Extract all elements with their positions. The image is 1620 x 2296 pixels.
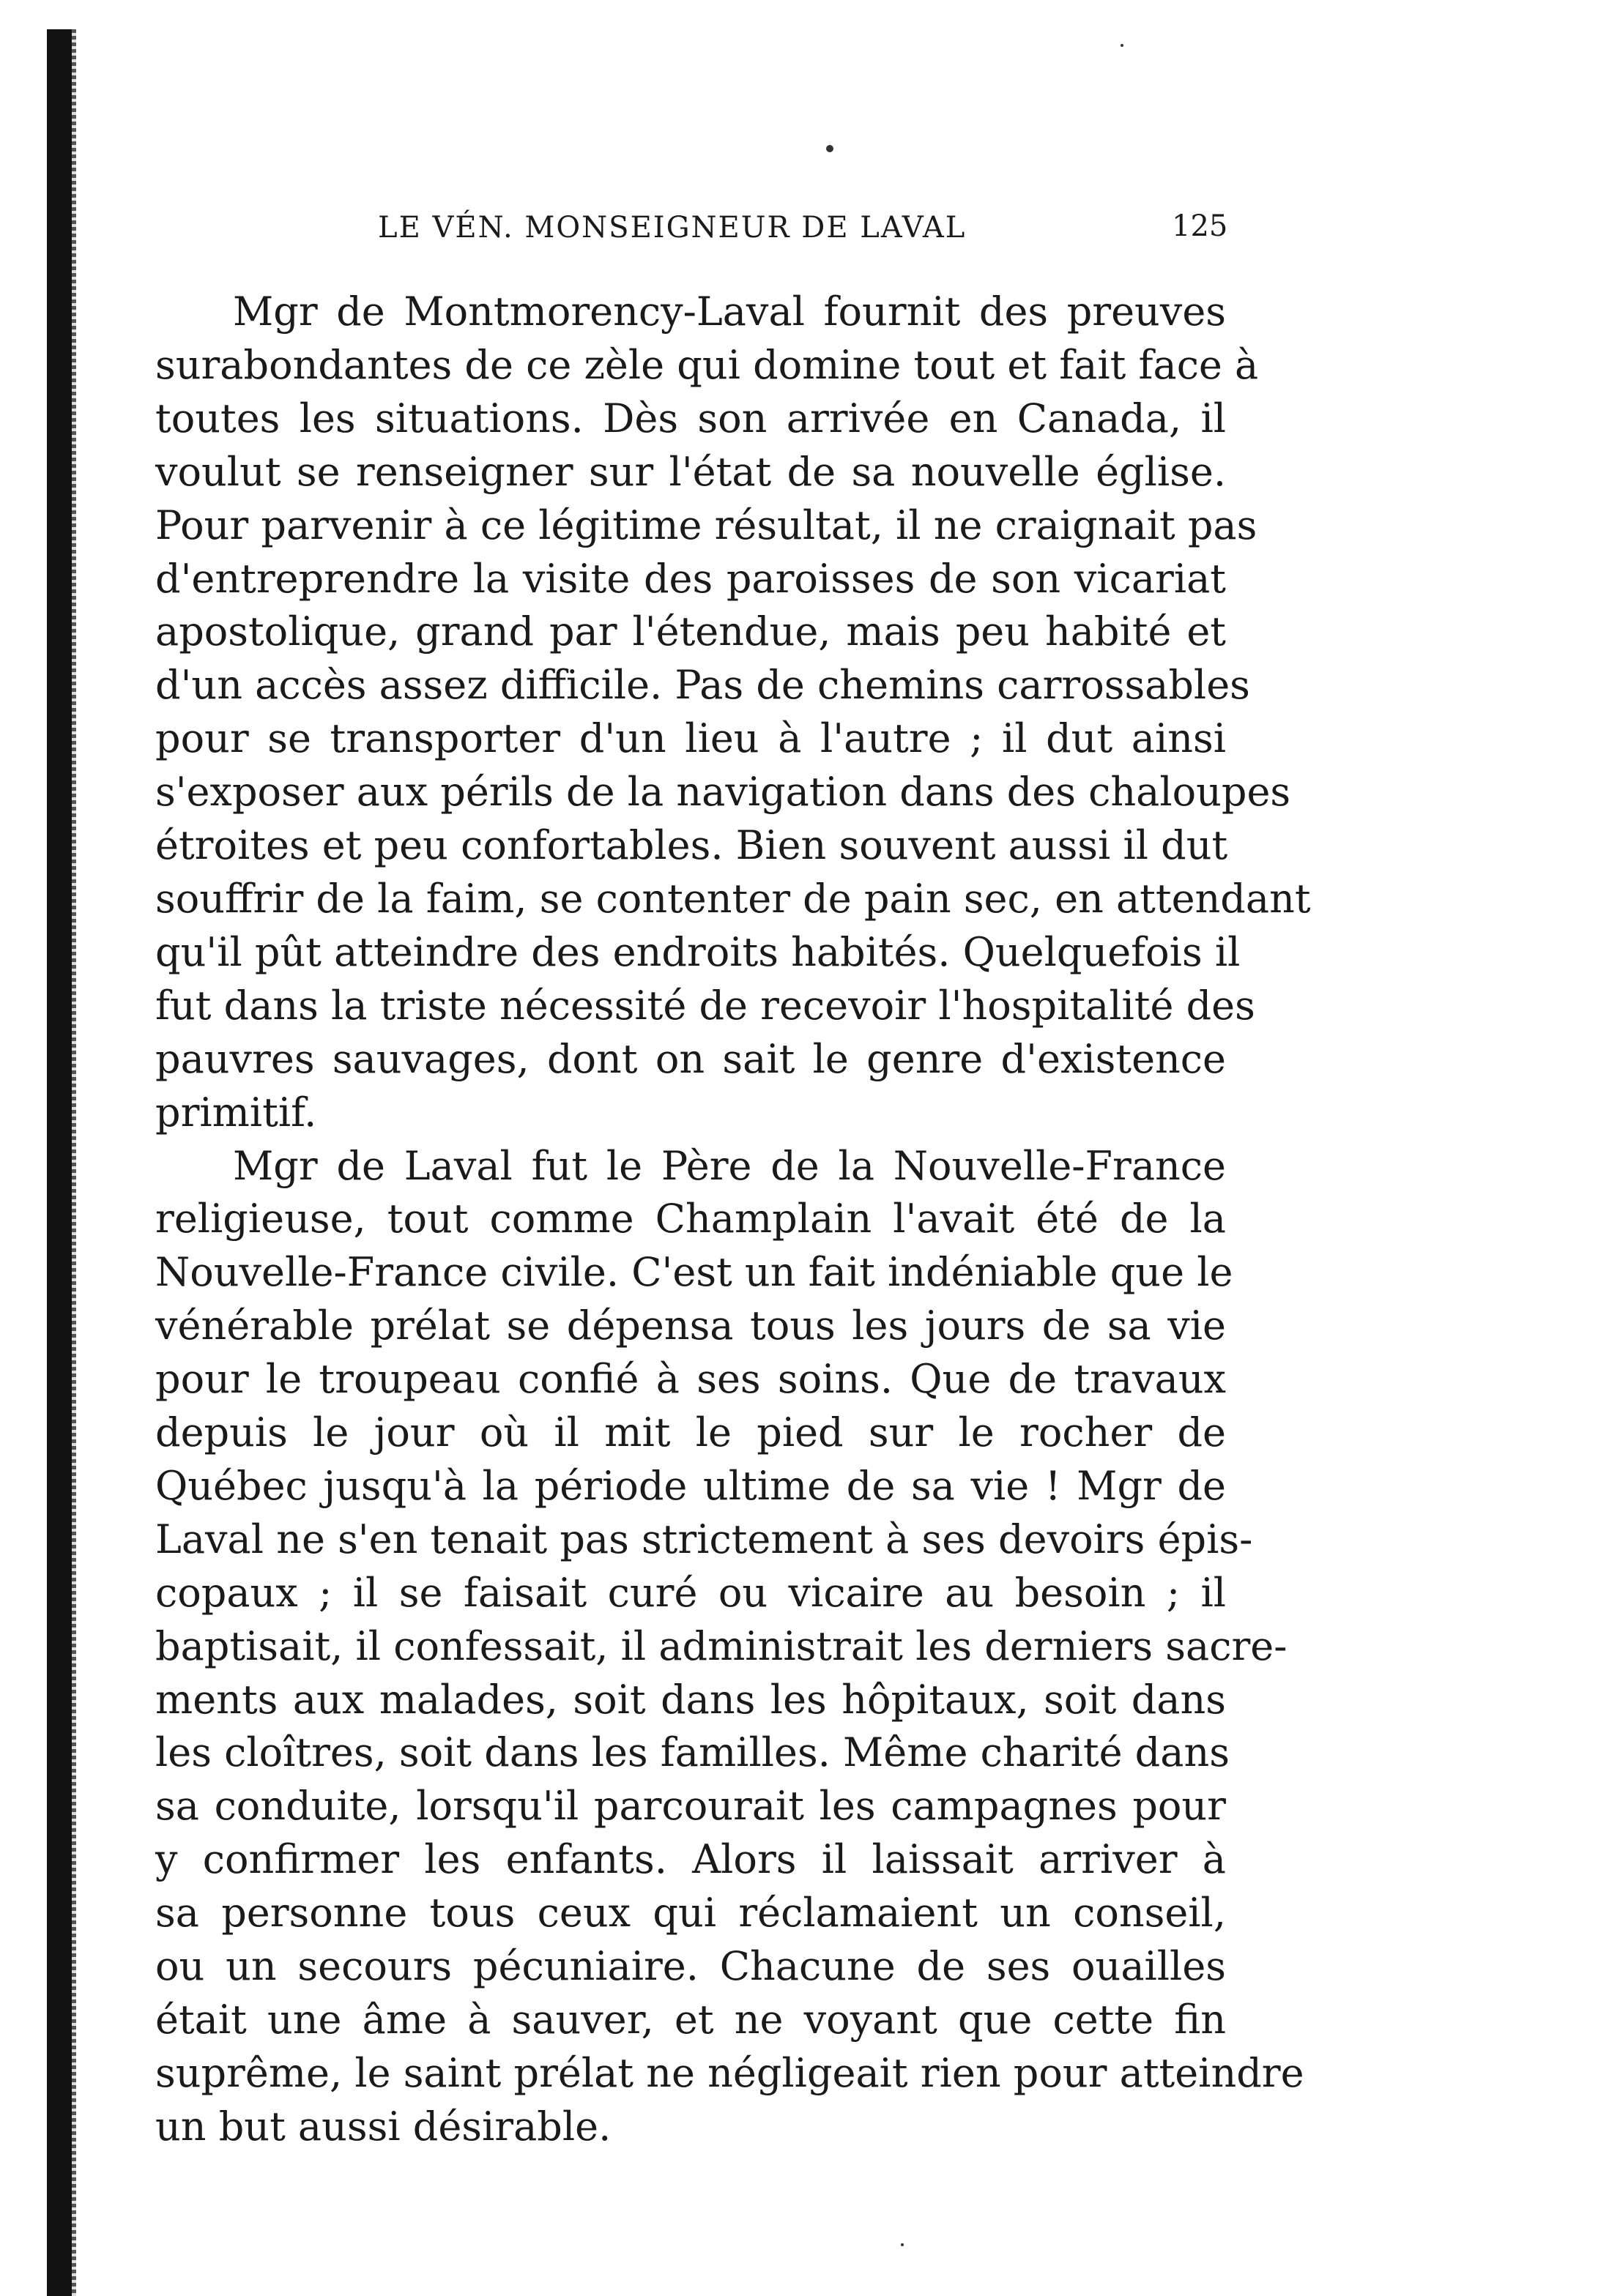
text-line: primitif. (155, 1089, 317, 1136)
text-line: Nouvelle-France civile. C'est un fait indéniable que le (155, 1249, 1233, 1296)
text-line: baptisait, il confessait, il administrait les derniers sacre- (155, 1622, 1288, 1669)
text-line: Mgr de Montmorency-Laval fournit des preuves (233, 288, 1226, 335)
text-line: ou un secours pécuniaire. Chacune de ses ouailles (155, 1943, 1226, 1990)
running-header (378, 211, 1254, 245)
text-line: pour se transporter d'un lieu à l'autre ; il dut ainsi (155, 715, 1226, 762)
text-line: pauvres sauvages, dont on sait le genre d'existence (155, 1035, 1226, 1082)
body-text (155, 286, 1311, 2154)
text-line: ments aux malades, soit dans les hôpitaux, soit dans (155, 1676, 1226, 1723)
speck-dot (826, 145, 833, 152)
paragraph (155, 1140, 1304, 2154)
speck-dot (901, 2243, 904, 2246)
text-line: un but aussi désirable. (155, 2103, 612, 2150)
text-line: étroites et peu confortables. Bien souvent aussi il dut (155, 822, 1228, 869)
text-line: d'un accès assez difficile. Pas de chemins carrossables (155, 662, 1250, 709)
page-number: 125 (1172, 209, 1228, 243)
text-line: copaux ; il se faisait curé ou vicaire au besoin ; il (155, 1569, 1226, 1616)
text-line: sa conduite, lorsqu'il parcourait les campagnes pour (155, 1783, 1226, 1830)
text-line: y confirmer les enfants. Alors il laissait arriver à (155, 1836, 1226, 1883)
text-line: fut dans la triste nécessité de recevoir l'hospitalité des (155, 982, 1255, 1029)
text-line: qu'il pût atteindre des endroits habités. Quelquefois il (155, 928, 1241, 975)
book-spine-shadow (47, 29, 72, 2296)
text-line: Pour parvenir à ce légitime résultat, il ne craignait pas (155, 502, 1257, 548)
text-line: Laval ne s'en tenait pas strictement à ses devoirs épis- (155, 1516, 1253, 1562)
text-line: d'entreprendre la visite des paroisses de son vicariat (155, 555, 1226, 602)
text-line: Québec jusqu'à la période ultime de sa vie ! Mgr de (155, 1462, 1226, 1509)
text-line: les cloîtres, soit dans les familles. Même charité dans (155, 1729, 1230, 1776)
text-line: toutes les situations. Dès son arrivée en Canada, il (155, 395, 1226, 441)
text-line: suprême, le saint prélat ne négligeait rien pour atteindre (155, 2049, 1304, 2096)
text-line: surabondantes de ce zèle qui domine tout et fait face à (155, 341, 1259, 388)
text-line: était une âme à sauver, et ne voyant que cette fin (155, 1997, 1226, 2043)
text-line: apostolique, grand par l'étendue, mais peu habité et (155, 608, 1226, 655)
paragraph (155, 286, 1311, 1140)
running-title: LE VÉN. MONSEIGNEUR DE LAVAL (378, 211, 967, 245)
text-line: voulut se renseigner sur l'état de sa nouvelle église. (155, 448, 1226, 495)
text-line: vénérable prélat se dépensa tous les jours de sa vie (155, 1302, 1226, 1349)
text-line: pour le troupeau confié à ses soins. Que de travaux (155, 1356, 1226, 1403)
text-line: Mgr de Laval fut le Père de la Nouvelle-France (233, 1142, 1226, 1189)
text-line: religieuse, tout comme Champlain l'avait été de la (155, 1196, 1226, 1242)
book-spine-edge (72, 29, 76, 2296)
speck-dot (1121, 44, 1123, 47)
text-line: souffrir de la faim, se contenter de pain sec, en attendant (155, 875, 1311, 922)
text-line: depuis le jour où il mit le pied sur le rocher de (155, 1409, 1226, 1456)
text-line: sa personne tous ceux qui réclamaient un conseil, (155, 1890, 1226, 1937)
text-line: s'exposer aux périls de la navigation dans des chaloupes (155, 769, 1291, 816)
